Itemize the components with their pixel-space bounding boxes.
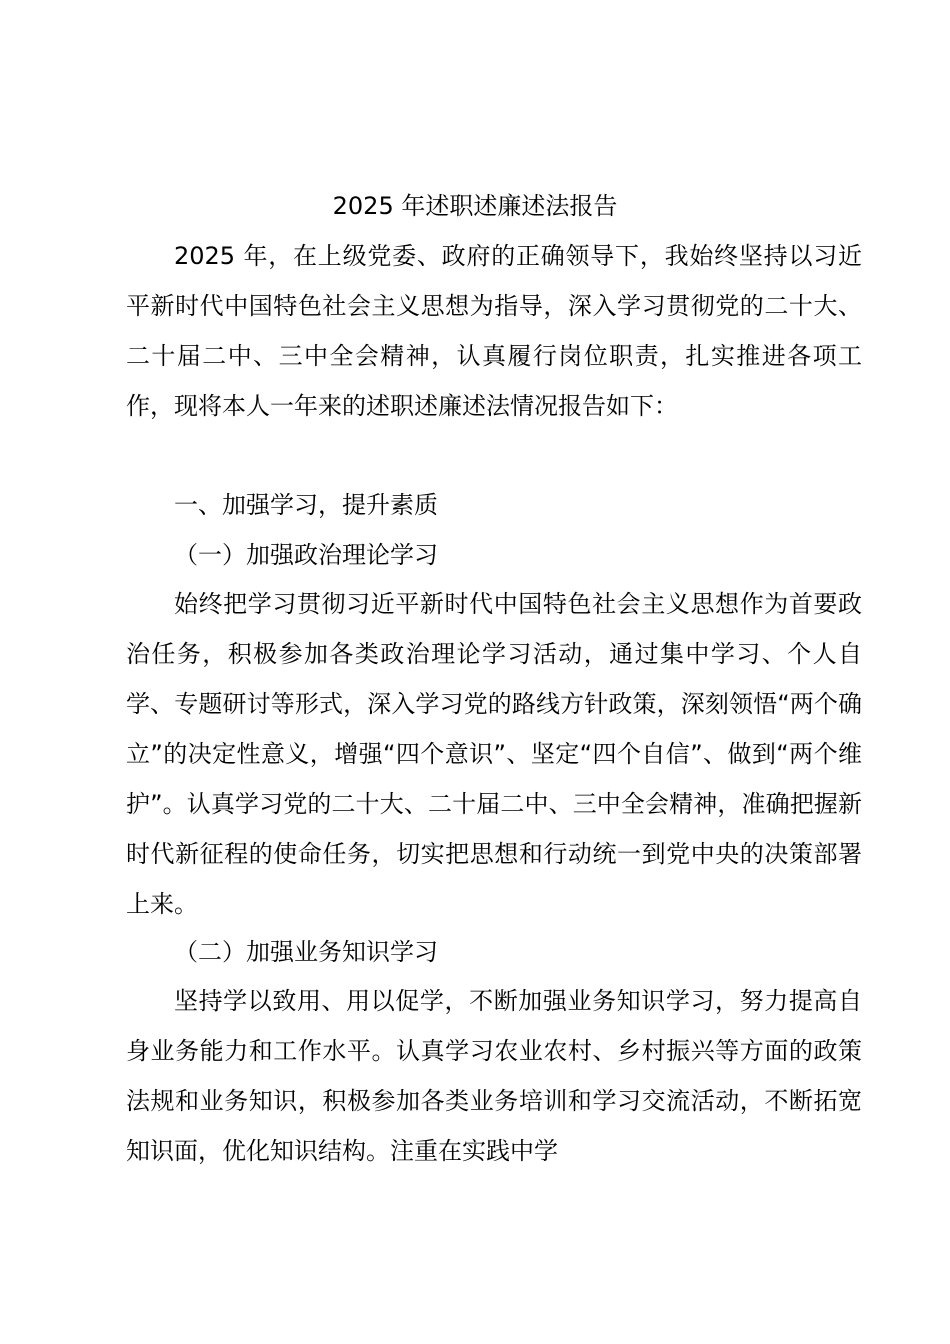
document-title: 2025 年述职述廉述法报告 [332,192,618,220]
subsection-1-body: 始终把学习贯彻习近平新时代中国特色社会主义思想作为首要政治任务，积极参加各类政治理论学习活动，通过集中学习、个人自学、专题研讨等形式，深入学习党的路线方针政策，深刻领悟“两个确立”的决定性意义，增强“四个意识”、坚定“四个自信”、做到“两个维护”。认真学习党的二十大、二十届二中、三中全会精神，准确把握新时代新征程的使命任务，切实把思想和行动统一到党中央的决策部署上来。 [126,590,862,918]
subsection-2-body: 坚持学以致用、用以促学，不断加强业务知识学习，努力提高自身业务能力和工作水平。认真学习农业农村、乡村振兴等方面的政策法规和业务知识，积极参加各类业务培训和学习交流活动，不断拓宽知识面，优化知识结构。注重在实践中学 [126,987,862,1165]
subsection-2-heading: （二）加强业务知识学习 [174,938,438,966]
section-1-heading: 一、加强学习，提升素质 [174,491,438,519]
subsection-1-heading: （一）加强政治理论学习 [174,541,438,569]
intro-paragraph: 2025 年，在上级党委、政府的正确领导下，我始终坚持以习近平新时代中国特色社会主义思想为指导，深入学习贯彻党的二十大、二十届二中、三中全会精神，认真履行岗位职责，扎实推进各项工作，现将本人一年来的述职述廉述法情况报告如下： [126,242,862,420]
